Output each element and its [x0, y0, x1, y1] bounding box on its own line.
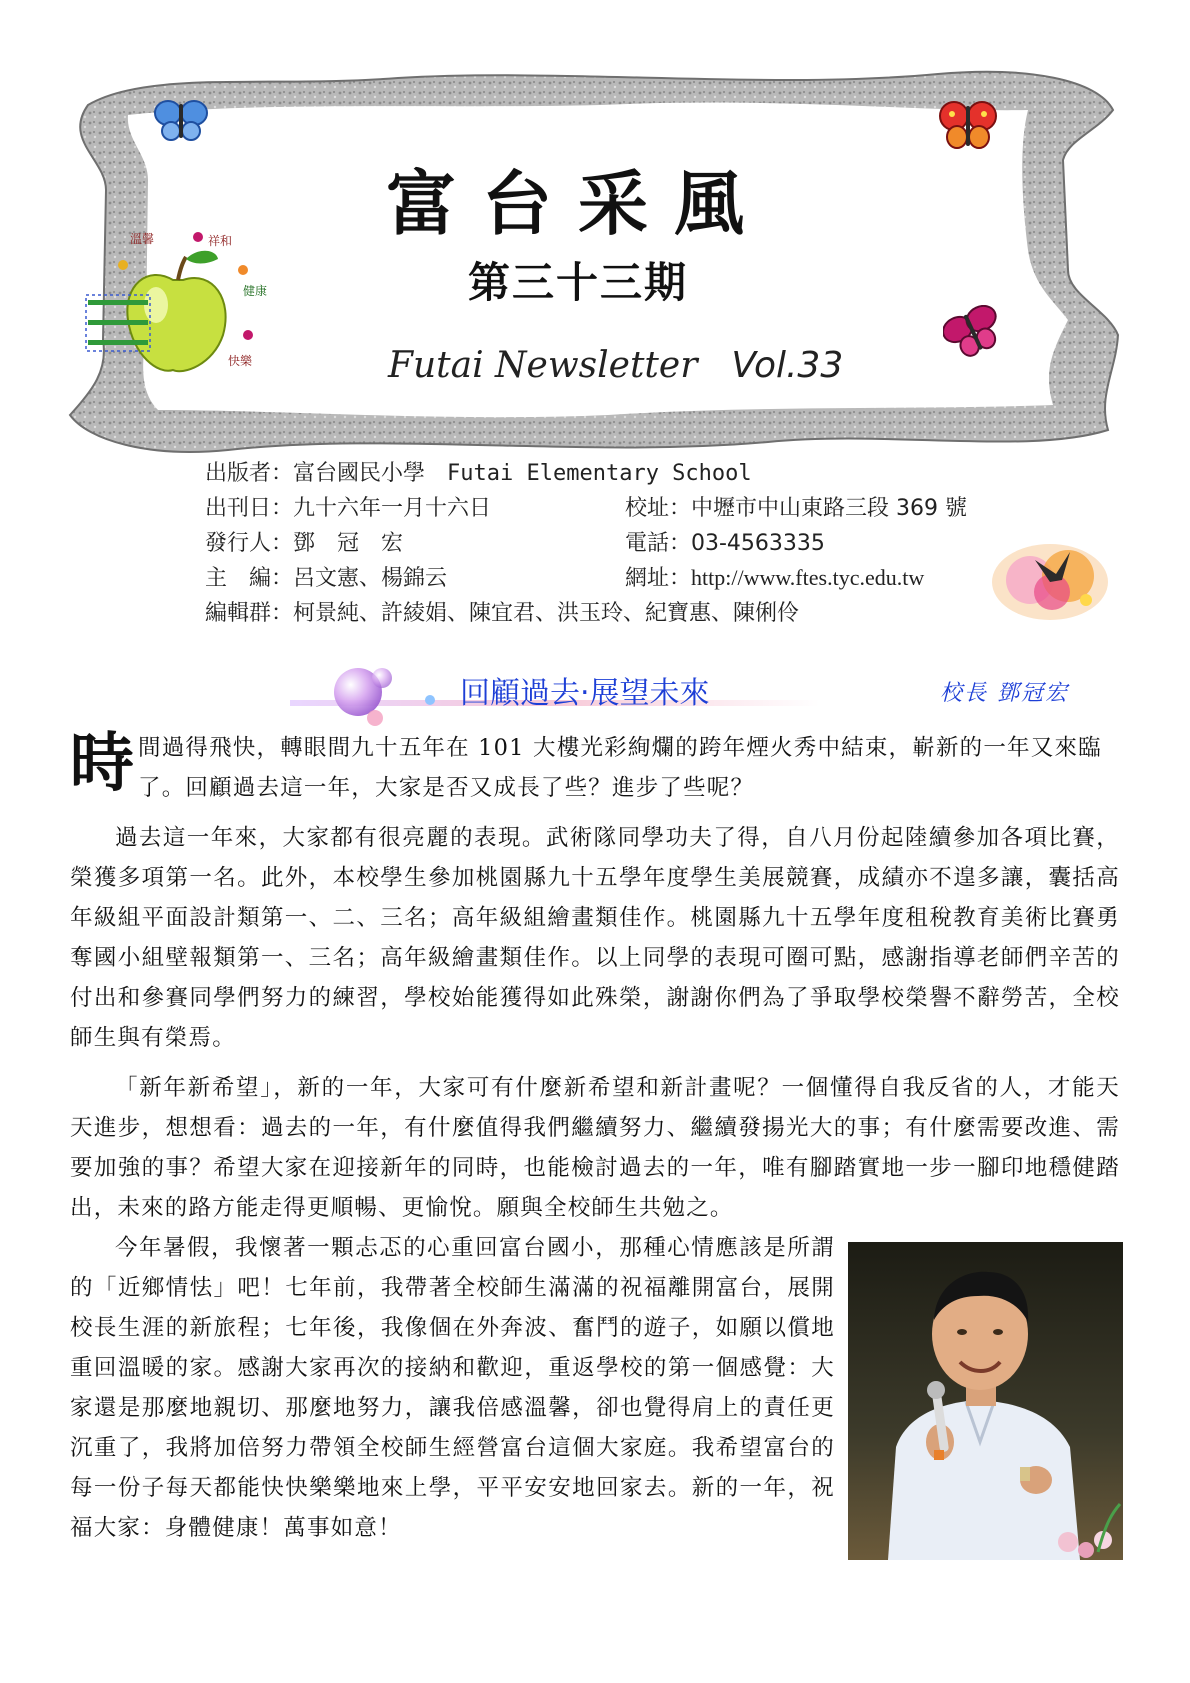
section-heading — [290, 660, 1100, 730]
article-paragraph-4: 今年暑假，我懷著一顆忐忑的心重回富台國小，那種心情應該是所謂的「近鄉情怯」吧！七年前，我帶著全校師生滿滿的祝福離開富台，展開校長生涯的新旅程；七年後，我像個在外奔波、奮鬥的遊子，如願以償地重回溫暖的家。感謝大家再次的接納和歡迎，重返學校的第一個感覺：大家還是那麼地親切、那麼地努力，讓我倍感溫馨，卻也覺得肩上的責任更沉重了，我將加倍努力帶領全校師生經營富台這個大家庭。我希望富台的每一份子每天都能快快樂樂地來上學，平平安安地回家去。新的一年，祝福大家：身體健康！萬事如意！ — [70, 1235, 835, 1541]
issue-number: 第三十三期 — [467, 258, 688, 307]
principal-photo — [848, 1242, 1123, 1560]
school-apple-logo — [78, 225, 278, 395]
school-address: 校址：中壢市中山東路三段 369 號 — [625, 496, 967, 521]
magenta-butterfly-icon — [943, 305, 1005, 363]
newsletter-title: 富台采風 — [386, 162, 770, 245]
drop-cap: 時 — [70, 726, 136, 801]
phone-number: 電話：03-4563335 — [625, 531, 825, 556]
article-paragraph-2: 過去這一年來，大家都有很亮麗的表現。武術隊同學功夫了得，自八月份起陸續參加各項比賽，榮獲多項第一名。此外，本校學生參加桃園縣九十五學年度學生美展競賽，成績亦不遑多讓，囊括高年級組平面設計類第一、二、三名；高年級組繪畫類佳作。桃園縣九十五學年度租稅教育美術比賽勇奪國小組壁報類第一、三名；高年級繪畫類佳作。以上同學的表現可圈可點，感謝指導老師們辛苦的付出和參賽同學們努力的練習，學校始能獲得如此殊榮，謝謝你們為了爭取學校榮譽不辭勞苦，全校師生與有榮焉。 — [70, 825, 1120, 1051]
issuer: 發行人：鄧 冠 宏 — [205, 531, 404, 556]
publisher: 出版者：富台國民小學 — [205, 461, 426, 486]
english-title — [388, 345, 868, 386]
publisher-row — [205, 456, 752, 487]
english-volume: Vol.33 — [731, 345, 844, 386]
article-paragraph-3: 「新年新希望」，新的一年，大家可有什麼新希望和新計畫呢？一個懂得自我反省的人，才能天天進步，想想看：過去的一年，有什麼值得我們繼續努力、繼續發揚光大的事；有什麼需要改進、需要加強的事？希望大家在迎接新年的同時，也能檢討過去的一年，唯有腳踏實地一步一腳印地穩健踏出，未來的路方能走得更順暢、更愉悅。願與全校師生共勉之。 — [70, 1075, 1120, 1221]
logo-word-1: 溫馨 — [130, 232, 155, 246]
flower-decoration-icon — [990, 540, 1110, 625]
logo-word-4: 快樂 — [228, 354, 253, 368]
website-label: 網址： — [625, 566, 692, 591]
red-butterfly-icon — [938, 100, 998, 152]
paragraph-1-text: 間過得飛快，轉眼間九十五年在 101 大樓光彩絢爛的跨年煙火秀中結束，嶄新的一年又來臨了。回顧過去這一年，大家是否又成長了些？進步了些呢？ — [138, 735, 1102, 801]
website-row — [625, 561, 924, 592]
newsletter-banner — [68, 70, 1123, 455]
section-author: 校長 鄧冠宏 — [940, 681, 1069, 706]
logo-word-3: 健康 — [243, 284, 268, 298]
chief-editor: 主 編：呂文憲、楊錦云 — [205, 566, 448, 591]
website-link[interactable]: http://www.ftes.tyc.edu.tw — [691, 565, 925, 590]
section-title: 回顧過去‧展望未來 — [460, 676, 710, 711]
publisher-english: Futai Elementary School — [447, 461, 752, 486]
editorial-team: 編輯群：柯景純、許綾娟、陳宜君、洪玉玲、紀寶惠、陳俐伶 — [205, 601, 800, 626]
logo-word-2: 祥和 — [208, 234, 233, 248]
article-paragraph-1 — [70, 728, 1120, 808]
english-name: Futai Newsletter — [388, 345, 698, 386]
blue-butterfly-icon — [153, 98, 209, 144]
article-body — [70, 728, 1120, 1228]
publish-date: 出刊日：九十六年一月十六日 — [205, 496, 492, 521]
